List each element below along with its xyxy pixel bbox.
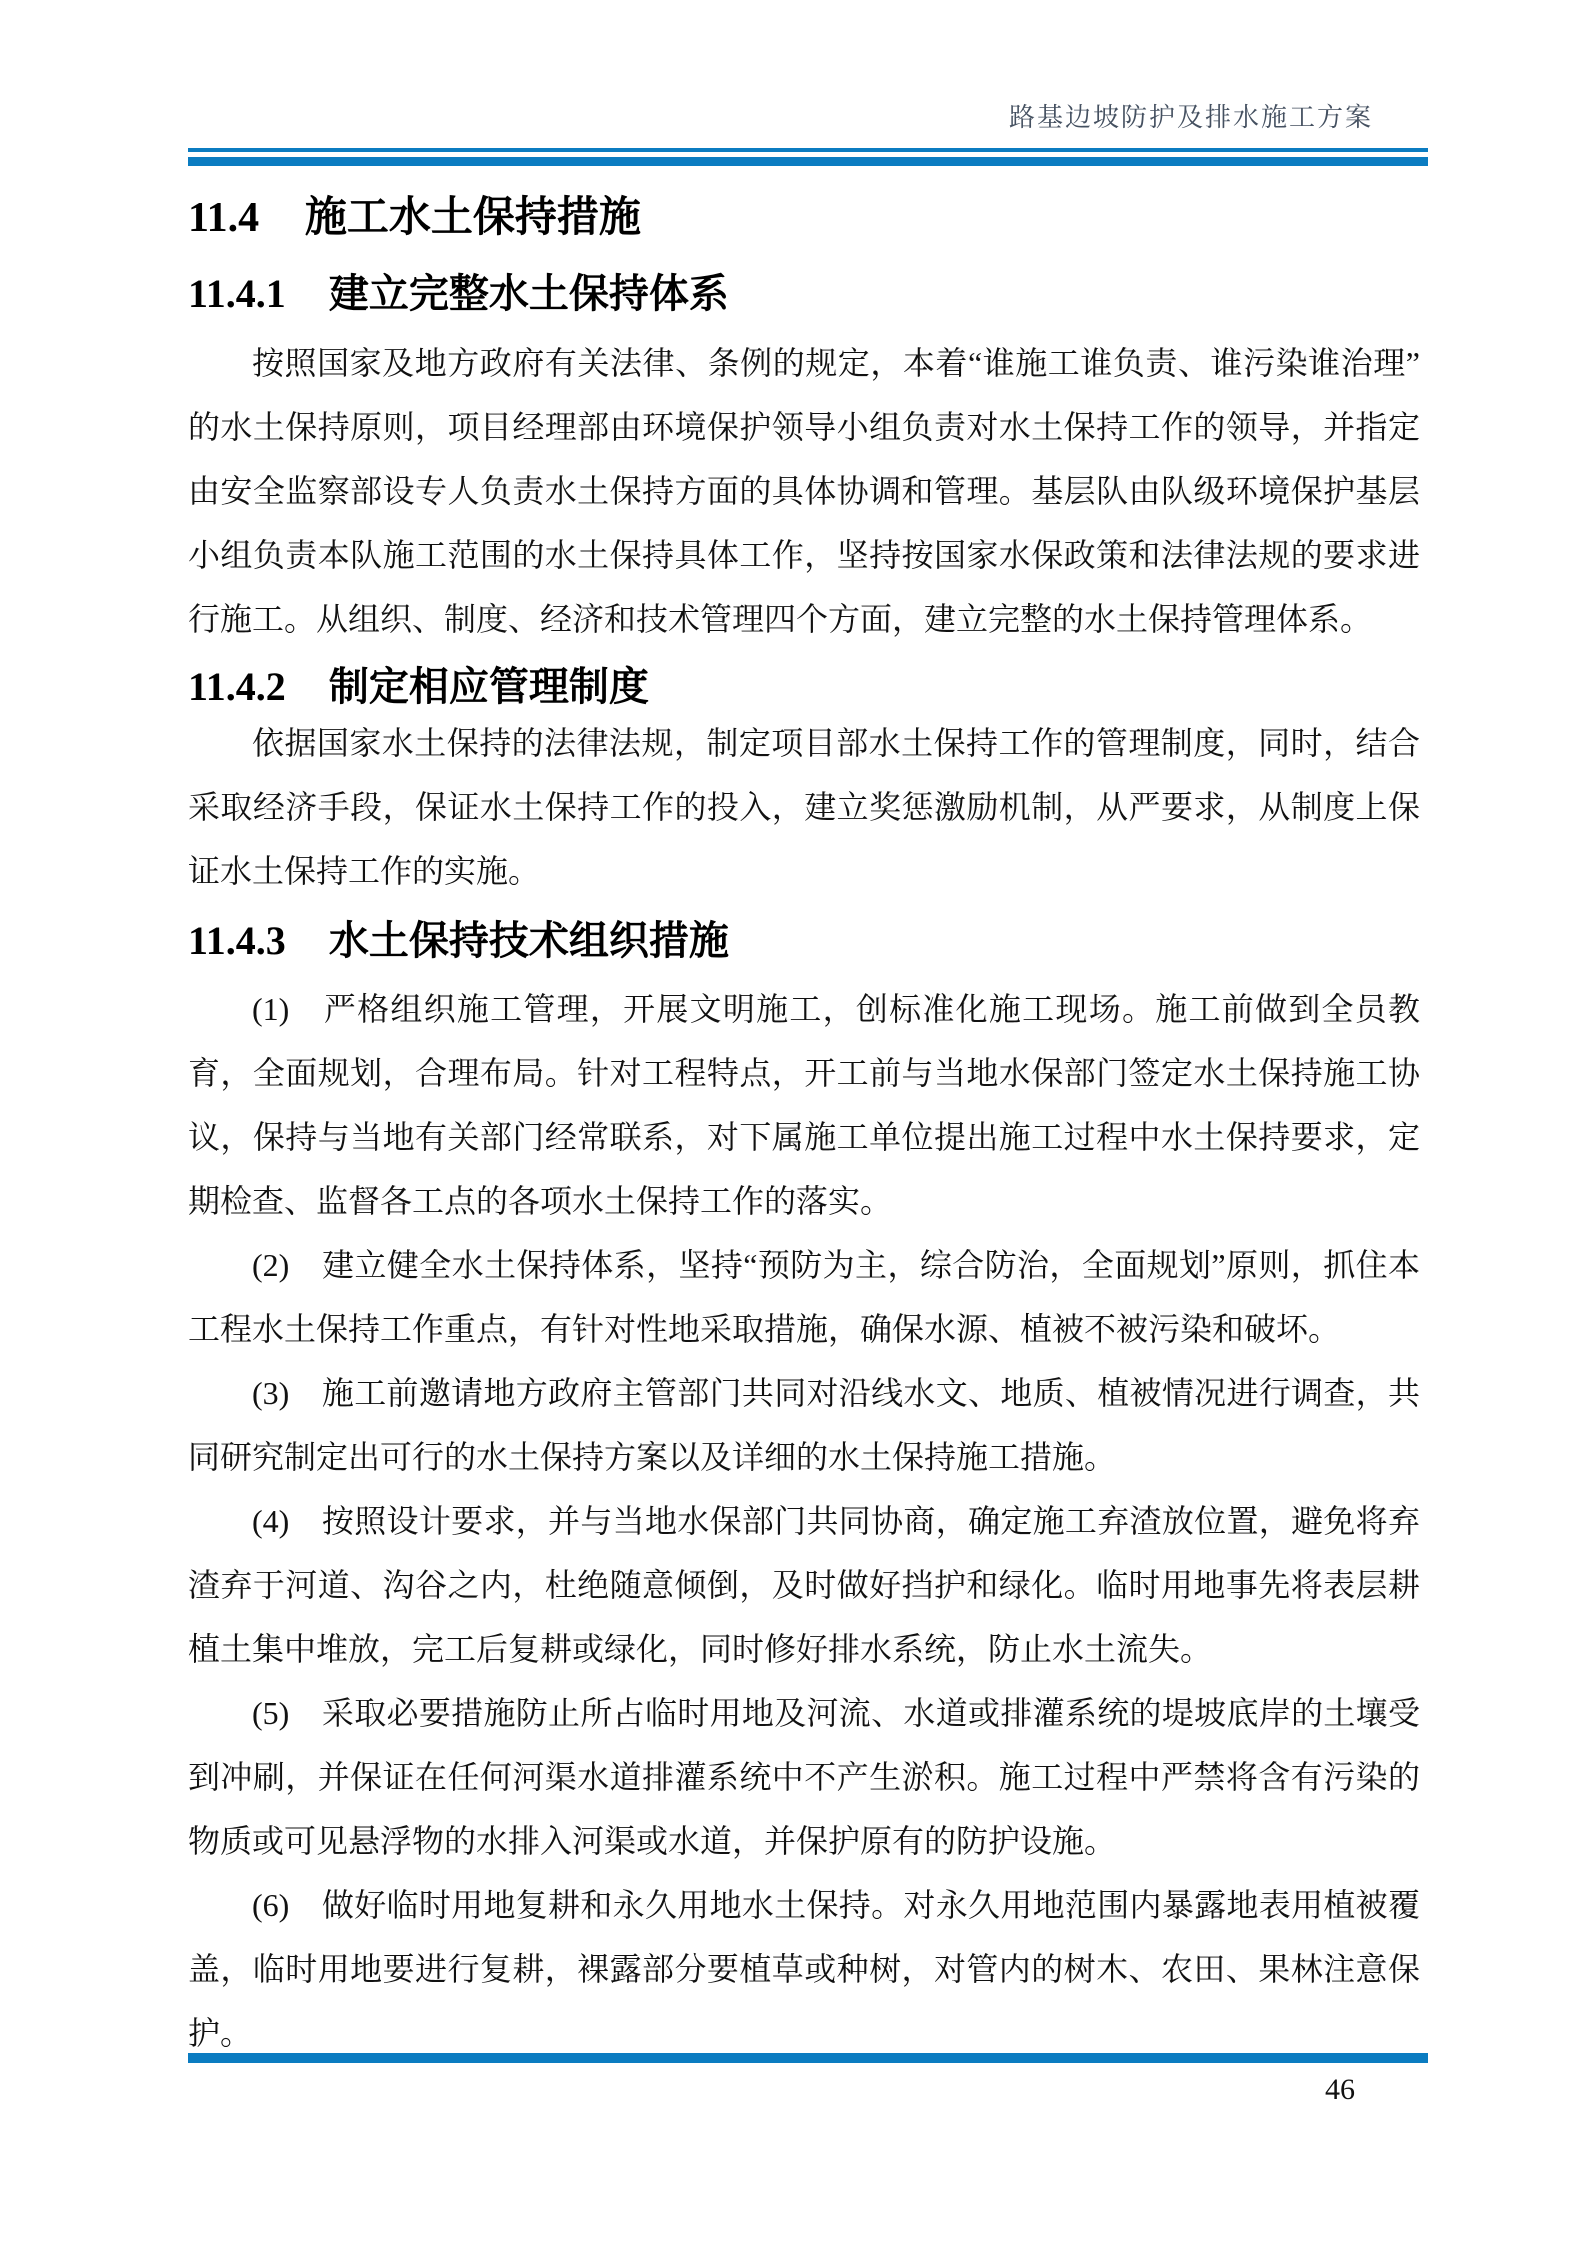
list-item-6: (6) 做好临时用地复耕和永久用地水土保持。对永久用地范围内暴露地表用植被覆盖，临时用地要进行复耕，裸露部分要植草或种树，对管内的树木、农田、果林注意保护。 bbox=[188, 1887, 1420, 2051]
numbered-item-list bbox=[188, 977, 1420, 2065]
document-body bbox=[0, 192, 1420, 2065]
section-heading-11-4-3 bbox=[188, 917, 1420, 965]
paragraph-11-4-2: 依据国家水土保持的法律法规，制定项目部水土保持工作的管理制度，同时，结合采取经济手段，保证水土保持工作的投入，建立奖惩激励机制，从严要求，从制度上保证水土保持工作的实施。 bbox=[188, 725, 1420, 889]
page-number: 46 bbox=[1325, 2073, 1355, 2106]
section-number-11-4-2: 11.4.2 bbox=[188, 664, 286, 709]
page-header bbox=[0, 0, 1587, 166]
section-title-11-4-3: 水土保持技术组织措施 bbox=[328, 919, 729, 963]
footer-rule bbox=[188, 2053, 1428, 2063]
section-title-11-4-1: 建立完整水土保持体系 bbox=[328, 272, 729, 316]
section-title-11-4-2: 制定相应管理制度 bbox=[328, 665, 649, 709]
section-number-11-4-1: 11.4.1 bbox=[188, 271, 286, 316]
list-item-4: (4) 按照设计要求，并与当地水保部门共同协商，确定施工弃渣放位置，避免将弃渣弃于河道、沟谷之内，杜绝随意倾倒，及时做好挡护和绿化。临时用地事先将表层耕植土集中堆放，完工后复耕或绿化，同时修好排水系统，防止水土流失。 bbox=[188, 1503, 1420, 1667]
page-footer bbox=[0, 2053, 1587, 2107]
section-heading-11-4-2 bbox=[188, 663, 1420, 711]
list-item-3: (3) 施工前邀请地方政府主管部门共同对沿线水文、地质、植被情况进行调查，共同研究制定出可行的水土保持方案以及详细的水土保持施工措施。 bbox=[188, 1375, 1420, 1475]
section-title-11-4: 施工水土保持措施 bbox=[304, 193, 641, 240]
paragraph-11-4-1: 按照国家及地方政府有关法律、条例的规定，本着“谁施工谁负责、谁污染谁治理”的水土保持原则，项目经理部由环境保护领导小组负责对水土保持工作的领导，并指定由安全监察部设专人负责水土保持方面的具体协调和管理。基层队由队级环境保护基层小组负责本队施工范围的水土保持具体工作，坚持按国家水保政策和法律法规的要求进行施工。从组织、制度、经济和技术管理四个方面，建立完整的水土保持管理体系。 bbox=[188, 345, 1420, 637]
header-rule-thin bbox=[188, 148, 1428, 152]
section-number-11-4: 11.4 bbox=[188, 195, 260, 241]
list-item-2: (2) 建立健全水土保持体系，坚持“预防为主，综合防治，全面规划”原则，抓住本工程水土保持工作重点，有针对性地采取措施，确保水源、植被不被污染和破坏。 bbox=[188, 1247, 1420, 1347]
section-heading-11-4 bbox=[188, 192, 1420, 243]
list-item-1: (1) 严格组织施工管理，开展文明施工，创标准化施工现场。施工前做到全员教育，全面规划，合理布局。针对工程特点，开工前与当地水保部门签定水土保持施工协议，保持与当地有关部门经常联系，对下属施工单位提出施工过程中水土保持要求，定期检查、监督各工点的各项水土保持工作的落实。 bbox=[188, 991, 1420, 1219]
header-rule-thick bbox=[188, 157, 1428, 166]
section-number-11-4-3: 11.4.3 bbox=[188, 918, 286, 963]
list-item-5: (5) 采取必要措施防止所占临时用地及河流、水道或排灌系统的堤坡底岸的土壤受到冲刷，并保证在任何河渠水道排灌系统中不产生淤积。施工过程中严禁将含有污染的物质或可见悬浮物的水排入河渠或水道，并保护原有的防护设施。 bbox=[188, 1695, 1420, 1859]
header-title: 路基边坡防护及排水施工方案 bbox=[1008, 103, 1373, 132]
section-heading-11-4-1 bbox=[188, 270, 1420, 318]
